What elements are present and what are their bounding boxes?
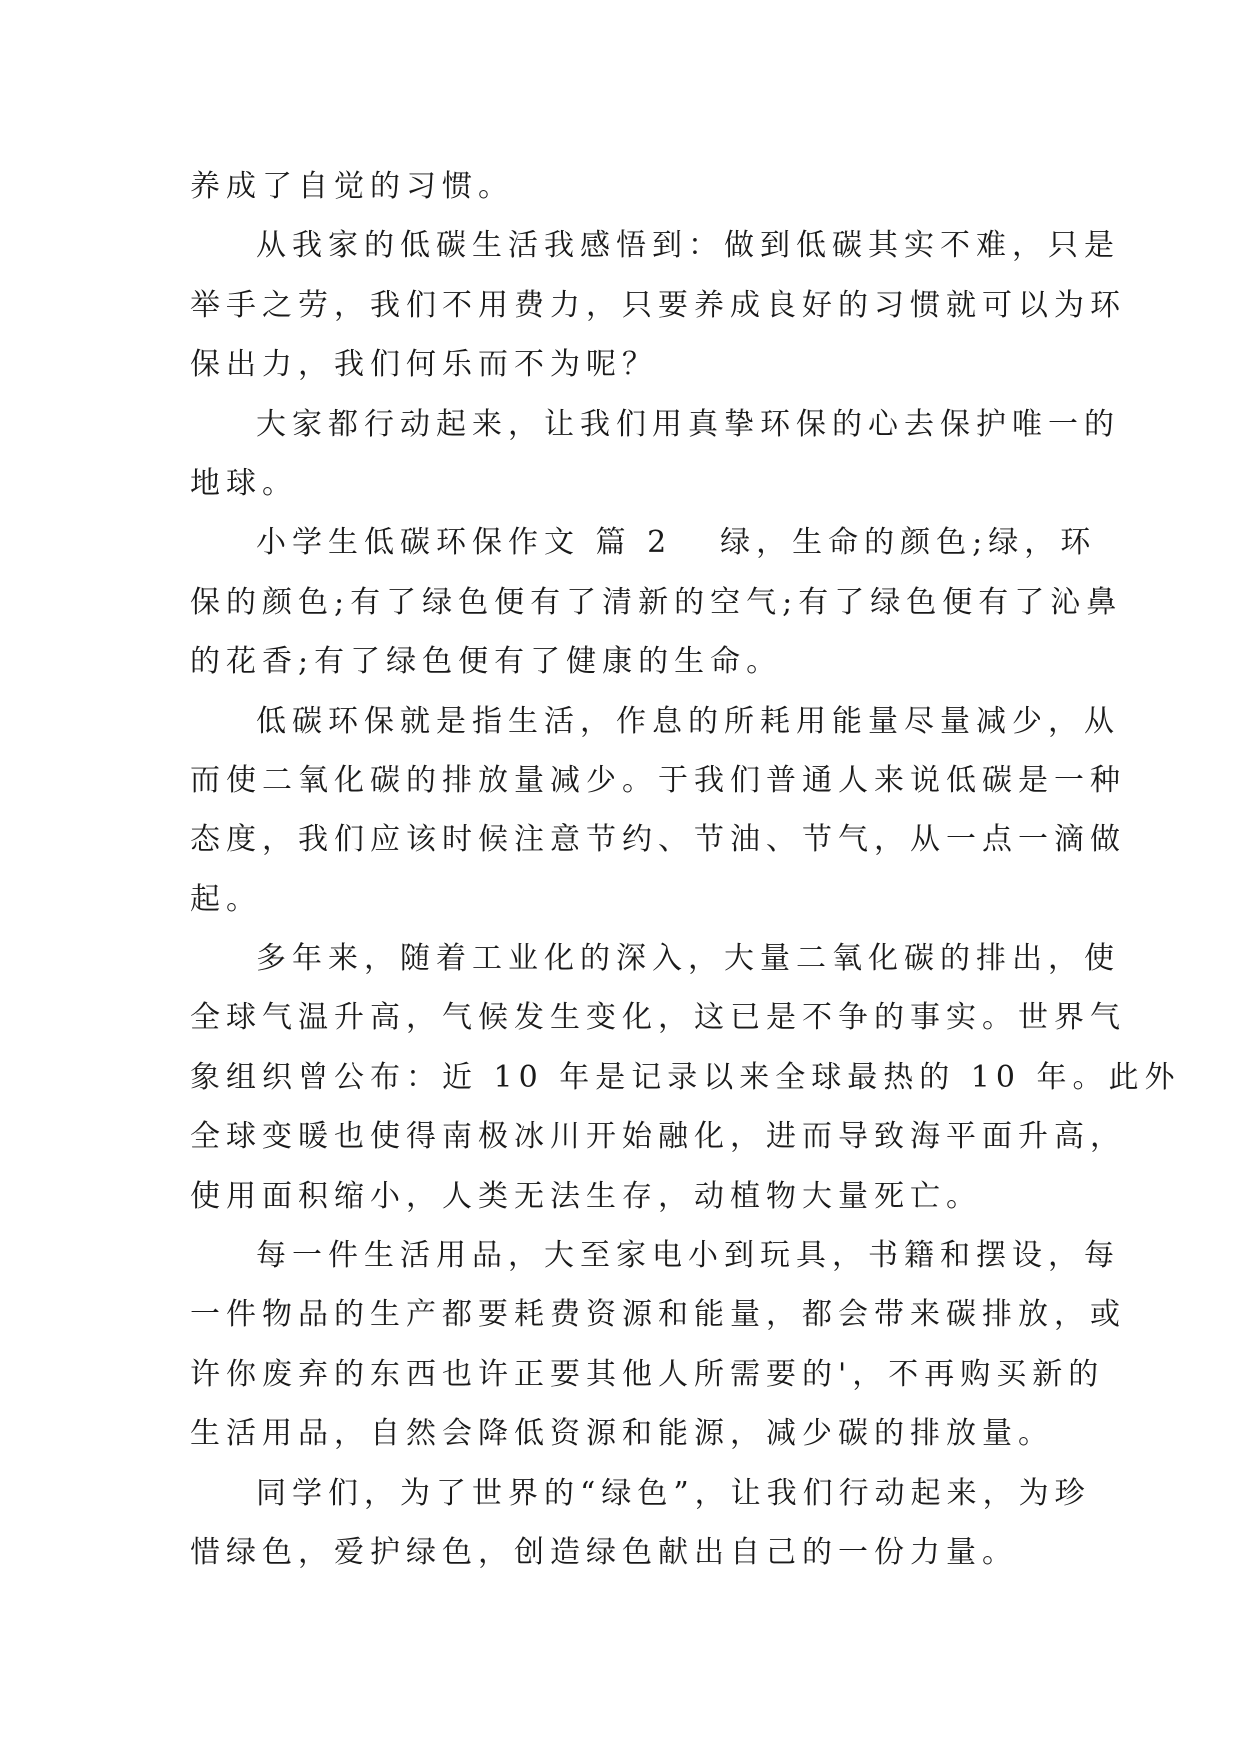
text-line: 举手之劳，我们不用费力，只要养成良好的习惯就可以为环 (190, 287, 1126, 323)
paragraph-start-line: 低碳环保就是指生活，作息的所耗用能量尽量减少，从 (256, 703, 1120, 739)
section-first-sentence: 绿，生命的颜色;绿，环 (720, 525, 1097, 561)
text-line: 一件物品的生产都要耗费资源和能量，都会带来碳排放，或 (190, 1297, 1126, 1333)
section-heading: 小学生低碳环保作文 篇 2 (256, 525, 673, 561)
text-line: 保的颜色;有了绿色便有了清新的空气;有了绿色便有了沁鼻 (190, 584, 1123, 620)
text-line: 态度，我们应该时候注意节约、节油、节气，从一点一滴做 (190, 822, 1126, 858)
text-line: 全球变暖也使得南极冰川开始融化，进而导致海平面升高， (190, 1119, 1126, 1155)
text-line: 许你废弃的东西也许正要其他人所需要的'，不再购买新的 (190, 1356, 1105, 1392)
text-line: 起。 (190, 881, 262, 917)
text-line: 使用面积缩小，人类无法生存，动植物大量死亡。 (190, 1178, 982, 1214)
paragraph-start-line: 每一件生活用品，大至家电小到玩具，书籍和摆设，每 (256, 1238, 1120, 1274)
text-line: 而使二氧化碳的排放量减少。于我们普通人来说低碳是一种 (190, 762, 1126, 798)
paragraph-start-line: 从我家的低碳生活我感悟到：做到低碳其实不难，只是 (256, 228, 1120, 264)
text-line: 的花香;有了绿色便有了健康的生命。 (190, 644, 783, 680)
paragraph-start-line: 大家都行动起来，让我们用真挚环保的心去保护唯一的 (256, 406, 1120, 442)
text-line: 养成了自觉的习惯。 (190, 169, 514, 204)
paragraph-start-line: 同学们，为了世界的“绿色”，让我们行动起来，为珍 (256, 1475, 1091, 1511)
text-line: 地球。 (190, 465, 298, 501)
document-body (190, 157, 1181, 1582)
text-line: 惜绿色，爱护绿色，创造绿色献出自己的一份力量。 (190, 1534, 1018, 1570)
paragraph-start-line: 多年来，随着工业化的深入，大量二氧化碳的排出，使 (256, 941, 1120, 977)
text-line: 全球气温升高，气候发生变化，这已是不争的事实。世界气 (190, 1000, 1126, 1036)
text-line: 保出力，我们何乐而不为呢？ (190, 347, 658, 383)
text-line: 象组织曾公布：近 10 年是记录以来全球最热的 10 年。此外 (190, 1059, 1181, 1095)
section-heading-line (190, 513, 1097, 572)
text-line: 生活用品，自然会降低资源和能源，减少碳的排放量。 (190, 1416, 1054, 1452)
